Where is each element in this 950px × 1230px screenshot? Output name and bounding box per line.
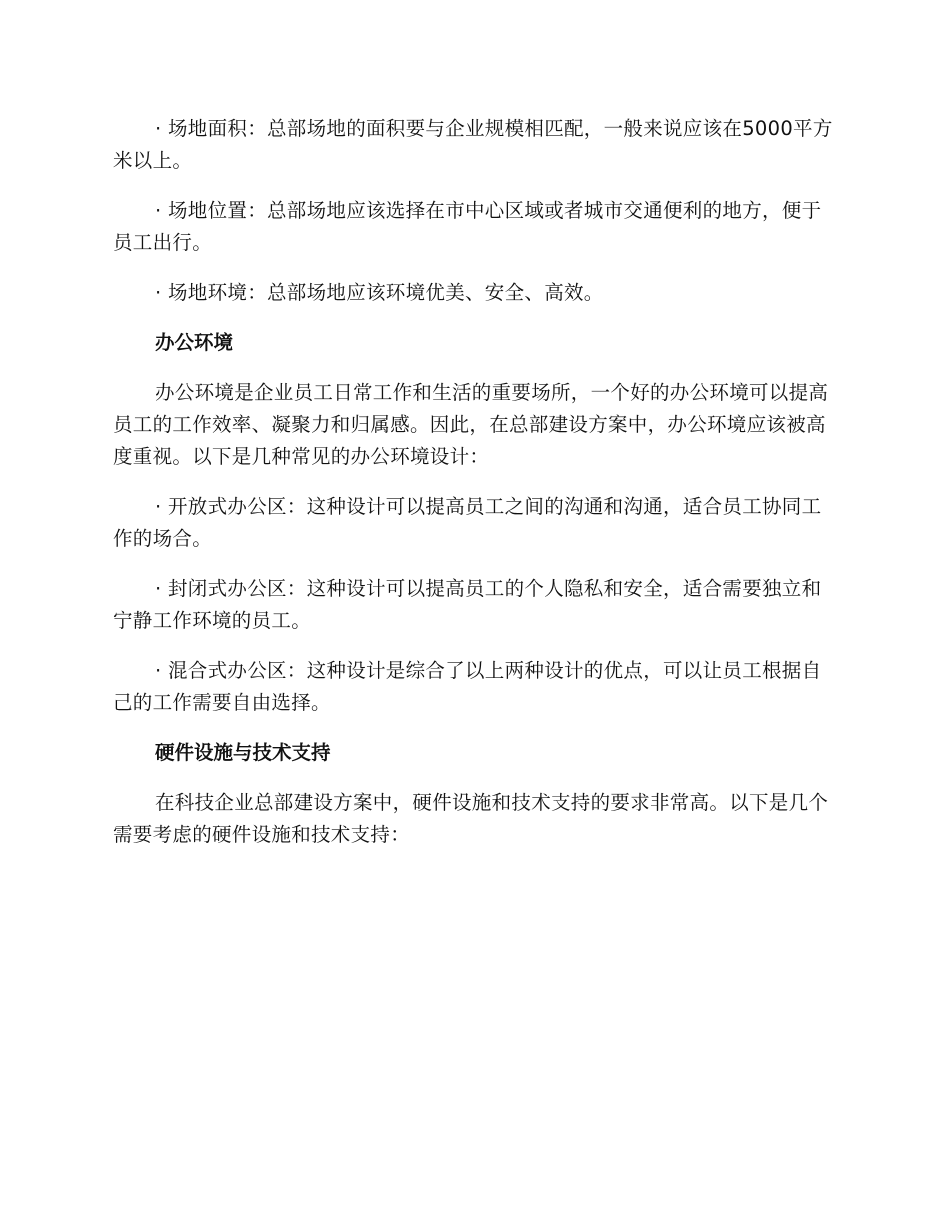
bullet-closed-office: · 封闭式办公区：这种设计可以提高员工的个人隐私和安全，适合需要独立和宁静工作环境的员工。 <box>113 577 822 632</box>
section-heading-hardware-support: 硬件设施与技术支持 <box>155 741 331 764</box>
bullet-hybrid-office: · 混合式办公区：这种设计是综合了以上两种设计的优点，可以让员工根据自己的工作需要自由选择。 <box>113 659 822 714</box>
bullet-site-area: · 场地面积：总部场地的面积要与企业规模相匹配，一般来说应该在5000平方米以上。 <box>113 117 833 172</box>
section-heading-office-environment: 办公环境 <box>155 331 234 354</box>
bullet-site-environment: · 场地环境：总部场地应该环境优美、安全、高效。 <box>155 281 604 304</box>
bullet-open-office: · 开放式办公区：这种设计可以提高员工之间的沟通和沟通，适合员工协同工作的场合。 <box>113 495 822 550</box>
paragraph-office-environment-intro: 办公环境是企业员工日常工作和生活的重要场所，一个好的办公环境可以提高员工的工作效率、凝聚力和归属感。因此，在总部建设方案中，办公环境应该被高度重视。以下是几种常见的办公环境设计： <box>113 381 829 468</box>
bullet-site-location: · 场地位置：总部场地应该选择在市中心区域或者城市交通便利的地方，便于员工出行。 <box>113 199 822 254</box>
paragraph-hardware-support-intro: 在科技企业总部建设方案中，硬件设施和技术支持的要求非常高。以下是几个需要考虑的硬件设施和技术支持： <box>113 791 829 846</box>
document-body <box>113 113 833 869</box>
